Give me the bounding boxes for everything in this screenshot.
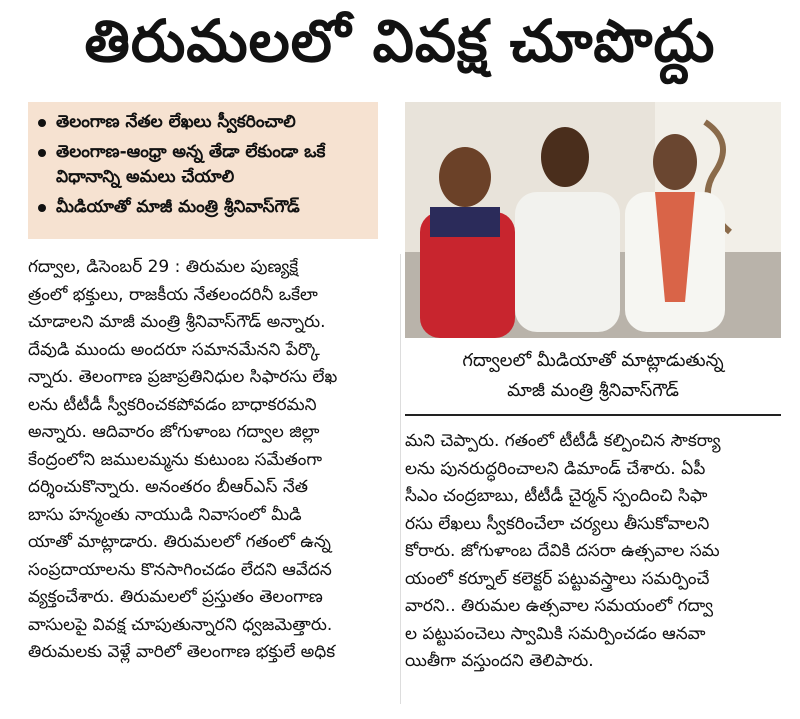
photo-caption	[405, 338, 781, 416]
bullet-text: తెలంగాణ నేతల లేఖలు స్వీకరించాలి	[56, 112, 296, 132]
body-line: మని చెప్పారు. గతంలో టీటీడీ కల్పించిన సౌకర్యా	[405, 431, 721, 451]
article-body-right	[405, 428, 780, 676]
body-line: లను టీటీడీ స్వీకరించకపోవడం బాధాకరమని	[28, 394, 317, 415]
bullet-dot-icon	[38, 204, 46, 212]
body-line: దేవుడి ముందు అందరూ సమానమేనని పేర్కొ	[28, 339, 320, 360]
body-line: కోరారు. జోగుళాంబ దేవికి దసరా ఉత్సవాల సమ	[405, 541, 720, 561]
bullet-item	[38, 140, 370, 190]
body-line: యంలో కర్నూల్ కలెక్టర్ పట్టువస్త్రాలు సమర్పించే	[405, 568, 710, 589]
body-line: వ్యక్తంచేశారు. తిరుమలలో ప్రస్తుతం తెలంగాణ	[28, 587, 323, 607]
body-line: వాసులపై వివక్ష చూపుతున్నారని ధ్వజమెత్తారు.	[28, 614, 333, 635]
bullet-text: తెలంగాణ-ఆంధ్రా అన్న తేడా లేకుండా ఒకే విధానాన్ని అమలు చేయాలి	[56, 142, 326, 187]
body-line: త్రంలో భక్తులు, రాజకీయ నేతలందరినీ ఒకేలా	[28, 284, 318, 305]
bullet-text: మీడియాతో మాజీ మంత్రి శ్రీనివాస్‌గౌడ్	[56, 197, 300, 217]
body-line: చూడాలని మాజీ మంత్రి శ్రీనివాస్‌గౌడ్ అన్నారు.	[28, 312, 326, 332]
headline: తిరుమలలో వివక్ష చూపొద్దు	[84, 6, 716, 75]
news-photo	[405, 102, 781, 338]
body-line: దర్శించుకొన్నారు. అనంతరం బీఆర్‌ఎస్ నేత	[28, 477, 308, 497]
caption-line: గద్వాలలో మీడియాతో మాట్లాడుతున్న	[462, 350, 724, 371]
highlight-bullets	[28, 102, 378, 239]
body-line: లను పునరుద్ధరించాలని డిమాండ్ చేశారు. ఏపీ	[405, 458, 706, 479]
bullet-dot-icon	[38, 149, 46, 157]
body-line: యాతో మాట్లాడారు. తిరుమలలో గతంలో ఉన్న	[28, 532, 331, 552]
column-divider	[400, 254, 401, 704]
body-line: కేంద్రంలోని జములమ్మను కుటుంబ సమేతంగా	[28, 449, 323, 470]
bullet-item	[38, 195, 370, 220]
body-line: వారని.. తిరుమల ఉత్సవాల సమయంలో గద్వా	[405, 596, 714, 616]
caption-line: మాజీ మంత్రి శ్రీనివాస్‌గౌడ్	[507, 380, 679, 401]
body-line: అన్నారు. ఆదివారం జోగుళాంబ గద్వాల జిల్లా	[28, 422, 320, 442]
body-line: యితీగా వస్తుందని తెలిపారు.	[405, 651, 594, 671]
bullet-item	[38, 110, 370, 135]
body-line: ల పట్టుపంచెలు స్వామికి సమర్పించడం ఆనవా	[405, 623, 706, 644]
body-line: తిరుమలకు వెళ్లే వారిలో తెలంగాణ భక్తులే అధిక	[28, 642, 336, 662]
body-line: రసు లేఖలు స్వీకరించేలా చర్యలు తీసుకోవాలని	[405, 513, 710, 534]
body-line: సీఎం చంద్రబాబు, టీటీడీ చైర్మన్ స్పందించి సిఫా	[405, 486, 708, 506]
photo-illustration	[405, 102, 781, 338]
article-body-left	[28, 254, 400, 667]
body-line: సంప్రదాయాలను కొనసాగించడం లేదని ఆవేదన	[28, 559, 332, 580]
body-line: బాసు హన్మంతు నాయుడి నివాసంలో మీడి	[28, 504, 302, 525]
body-line: గద్వాల, డిసెంబర్ 29 : తిరుమల పుణ్యక్షే	[28, 257, 299, 277]
bullet-dot-icon	[38, 119, 46, 127]
body-line: న్నారు. తెలంగాణ ప్రజాప్రతినిధుల సిఫారసు లేఖ	[28, 367, 338, 387]
